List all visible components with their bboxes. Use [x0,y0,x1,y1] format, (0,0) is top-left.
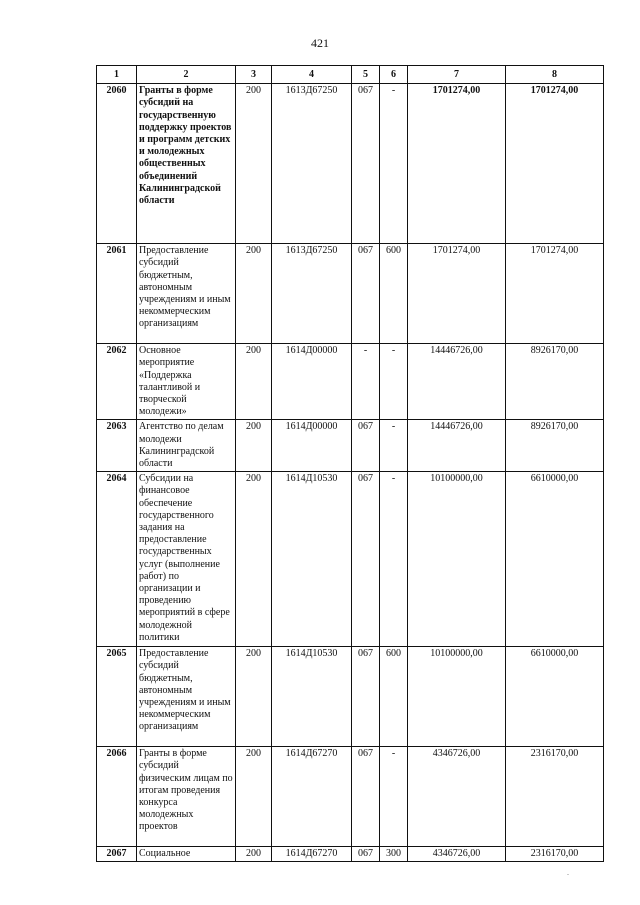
row-col4: 1614Д67270 [272,847,352,862]
row-col5: 067 [352,472,380,647]
column-header: 7 [408,66,506,84]
row-name: Субсидии на финансовое обеспечение государственного задания на предоставление государственных услуг (выполнение работ) по организации и проведению мероприятий в сфере молодежной политики [137,472,236,647]
row-col8: 6610000,00 [506,647,604,747]
row-col7: 10100000,00 [408,472,506,647]
row-col7: 1701274,00 [408,84,506,244]
table-row [97,647,604,747]
row-col5: - [352,344,380,420]
column-header: 8 [506,66,604,84]
row-col3: 200 [236,420,272,472]
row-col4: 1613Д67250 [272,244,352,344]
row-col7: 4346726,00 [408,747,506,847]
row-col7: 1701274,00 [408,244,506,344]
scan-mark: . [567,868,569,877]
table-row [97,244,604,344]
row-col7: 14446726,00 [408,344,506,420]
row-number: 2067 [97,847,137,862]
row-col8: 6610000,00 [506,472,604,647]
row-col5: 067 [352,747,380,847]
table-row [97,344,604,420]
row-number: 2066 [97,747,137,847]
row-col3: 200 [236,244,272,344]
column-header: 6 [380,66,408,84]
row-col8: 8926170,00 [506,420,604,472]
row-col6: 300 [380,847,408,862]
table-header-row [97,66,604,84]
table-row [97,420,604,472]
row-number: 2063 [97,420,137,472]
row-name: Предоставление субсидий бюджетным, автономным учреждениям и иным некоммерческим организациям [137,647,236,747]
row-col4: 1614Д00000 [272,420,352,472]
column-header: 1 [97,66,137,84]
row-number: 2062 [97,344,137,420]
row-number: 2060 [97,84,137,244]
column-header: 3 [236,66,272,84]
row-name: Гранты в форме субсидий физическим лицам по итогам проведения конкурса молодежных проектов [137,747,236,847]
row-col3: 200 [236,647,272,747]
table-row [97,84,604,244]
page-number: 421 [311,36,329,50]
row-col7: 10100000,00 [408,647,506,747]
table-row [97,847,604,862]
row-col5: 067 [352,647,380,747]
row-name: Основное мероприятие «Поддержка талантливой и творческой молодежи» [137,344,236,420]
row-number: 2064 [97,472,137,647]
row-col6: 600 [380,647,408,747]
row-name: Социальное [137,847,236,862]
column-header: 2 [137,66,236,84]
row-col6: - [380,472,408,647]
row-col8: 8926170,00 [506,344,604,420]
row-col4: 1614Д10530 [272,647,352,747]
row-col7: 4346726,00 [408,847,506,862]
row-col8: 1701274,00 [506,84,604,244]
row-col5: 067 [352,84,380,244]
row-col4: 1613Д67250 [272,84,352,244]
table-row [97,747,604,847]
row-col5: 067 [352,420,380,472]
row-col7: 14446726,00 [408,420,506,472]
row-col6: - [380,344,408,420]
row-col6: 600 [380,244,408,344]
row-col3: 200 [236,847,272,862]
row-col8: 2316170,00 [506,747,604,847]
row-col8: 1701274,00 [506,244,604,344]
column-header: 5 [352,66,380,84]
row-col6: - [380,420,408,472]
row-col4: 1614Д10530 [272,472,352,647]
row-name: Агентство по делам молодежи Калининградской области [137,420,236,472]
row-col4: 1614Д67270 [272,747,352,847]
row-col8: 2316170,00 [506,847,604,862]
row-col5: 067 [352,847,380,862]
row-col6: - [380,747,408,847]
row-col4: 1614Д00000 [272,344,352,420]
row-col6: - [380,84,408,244]
budget-table [96,65,604,862]
row-col5: 067 [352,244,380,344]
row-name: Предоставление субсидий бюджетным, автономным учреждениям и иным некоммерческим организациям [137,244,236,344]
row-col3: 200 [236,84,272,244]
row-col3: 200 [236,747,272,847]
row-col3: 200 [236,344,272,420]
table-row [97,472,604,647]
row-name: Гранты в форме субсидий на государственную поддержку проектов и программ детских и молодежных общественных объединений Калининградской области [137,84,236,244]
row-col3: 200 [236,472,272,647]
column-header: 4 [272,66,352,84]
row-number: 2065 [97,647,137,747]
row-number: 2061 [97,244,137,344]
